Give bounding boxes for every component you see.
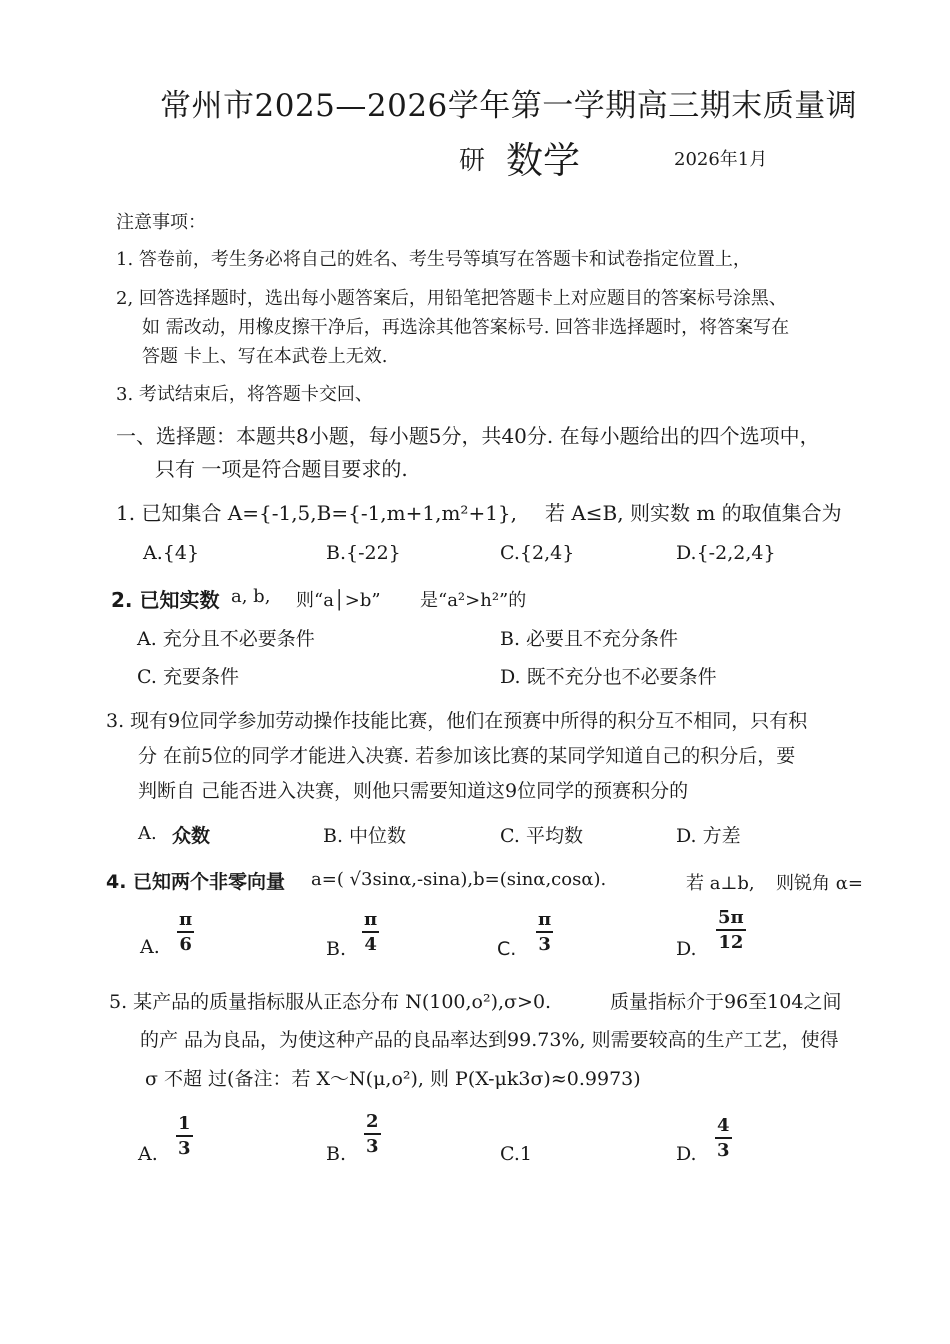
q1-option-b: B.{-22}	[326, 542, 401, 564]
q4-b-numerator: π	[364, 909, 378, 930]
q4-d-numerator: 5π	[718, 907, 744, 928]
q5-d-denominator: 3	[717, 1140, 730, 1161]
section-heading-line-2: 只有 一项是符合题目要求的.	[155, 457, 408, 481]
notice-item-2-line-3: 答题 卡上、写在本武卷上无效.	[142, 346, 388, 367]
q3-option-c: C. 平均数	[500, 825, 583, 847]
q4-question: 则锐角 α=	[776, 873, 863, 894]
q4-option-d-fraction	[716, 909, 746, 952]
q3-stem-line-2: 分 在前5位的同学才能进入决赛. 若参加该比赛的某同学知道自己的积分后，要	[138, 745, 796, 767]
q4-a-numerator: π	[179, 909, 193, 930]
q1-option-c: C.{2,4}	[500, 542, 575, 564]
notice-item-2-line-1: 2, 回答选择题时，选出每小题答案后，用铅笔把答题卡上对应题目的答案标号涂黑、	[116, 288, 787, 309]
q2-stem-vars: a, b,	[231, 586, 271, 607]
q3-option-a: 众数	[172, 825, 211, 847]
q2-stem: 2. 已知实数	[111, 588, 220, 612]
q3-option-a-label: A.	[138, 823, 157, 844]
q4-option-c-label: C.	[497, 938, 517, 960]
q5-option-a-label: A.	[138, 1143, 158, 1165]
q5-a-denominator: 3	[178, 1138, 191, 1159]
section-heading-line-1: 一、选择题：本题共8小题，每小题5分，共40分. 在每小题给出的四个选项中，	[116, 424, 820, 448]
q5-option-d-label: D.	[676, 1143, 697, 1165]
q5-stem-line-1-continued: 质量指标介于96至104之间	[610, 991, 842, 1013]
q5-option-b-fraction	[364, 1113, 381, 1156]
q2-option-b: B. 必要且不充分条件	[500, 628, 679, 650]
q4-a-denominator: 6	[179, 934, 192, 955]
q5-option-c: C.1	[500, 1143, 532, 1165]
notice-item-3: 3. 考试结束后，将答题卡交回、	[116, 384, 373, 405]
q5-option-d-fraction	[715, 1117, 732, 1160]
q5-option-b-label: B.	[326, 1143, 347, 1165]
q4-vectors: a=( √3sinα,-sina),b=(sinα,cosα).	[311, 869, 607, 890]
notice-item-2-line-2: 如 需改动，用橡皮擦干净后，再选涂其他答案标号. 回答非选择题时，将答案写在	[142, 317, 790, 338]
q2-condition-2: 是“a²>h²”的	[420, 590, 527, 611]
q4-stem: 4. 已知两个非零向量	[106, 871, 286, 893]
exam-title-continued: 研	[459, 146, 486, 176]
q4-d-denominator: 12	[718, 932, 744, 953]
q4-option-b-fraction	[362, 911, 379, 954]
q5-b-denominator: 3	[366, 1136, 379, 1157]
q4-option-c-fraction	[536, 911, 553, 954]
q4-option-a-fraction	[177, 911, 194, 954]
q3-option-d: D. 方差	[676, 825, 741, 847]
q4-option-d-label: D.	[676, 938, 697, 960]
q3-stem-line-3: 判断自 己能否进入决赛，则他只需要知道这9位同学的预赛积分的	[138, 780, 689, 802]
q2-condition-1: 则“a│>b”	[296, 590, 381, 611]
q1-stem-continued: 若 A≤B, 则实数 m 的取值集合为	[545, 501, 842, 525]
q4-b-denominator: 4	[364, 934, 377, 955]
q4-option-b-label: B.	[326, 938, 347, 960]
q5-option-a-fraction	[176, 1115, 193, 1158]
subject-title: 数学	[506, 139, 580, 182]
q5-stem-line-3: σ 不超 过(备注：若 X～N(μ,o²), 则 P(X-μk3σ)≈0.9973)	[145, 1068, 641, 1090]
q5-stem-line-2: 的产 品为良品，为使这种产品的良品率达到99.73%, 则需要较高的生产工艺，使得	[140, 1029, 839, 1051]
q5-a-numerator: 1	[178, 1113, 191, 1134]
exam-date: 2026年1月	[674, 149, 768, 170]
q4-c-denominator: 3	[538, 934, 551, 955]
notice-heading: 注意事项：	[116, 212, 206, 233]
notice-item-1: 1. 答卷前，考生务必将自己的姓名、考生号等填写在答题卡和试卷指定位置上，	[116, 249, 751, 270]
q2-option-d: D. 既不充分也不必要条件	[500, 666, 717, 688]
q4-c-numerator: π	[538, 909, 552, 930]
q4-condition: 若 a⊥b,	[686, 873, 755, 894]
q5-stem-line-1: 5. 某产品的质量指标服从正态分布 N(100,o²),σ>0.	[109, 991, 552, 1013]
q2-option-a: A. 充分且不必要条件	[137, 628, 315, 650]
q5-b-numerator: 2	[366, 1111, 379, 1132]
q2-option-c: C. 充要条件	[137, 666, 239, 688]
q1-stem: 1. 已知集合 A={-1,5,B={-1,m+1,m²+1},	[116, 501, 518, 525]
q4-option-a-label: A.	[140, 936, 160, 958]
q3-option-b: B. 中位数	[323, 825, 407, 847]
q1-option-a: A.{4}	[143, 542, 200, 564]
q3-stem-line-1: 3. 现有9位同学参加劳动操作技能比赛，他们在预赛中所得的积分互不相同，只有积	[106, 710, 808, 732]
q5-d-numerator: 4	[717, 1115, 730, 1136]
q1-option-d: D.{-2,2,4}	[676, 542, 776, 564]
exam-title: 常州市2025—2026学年第一学期高三期末质量调	[160, 88, 858, 124]
